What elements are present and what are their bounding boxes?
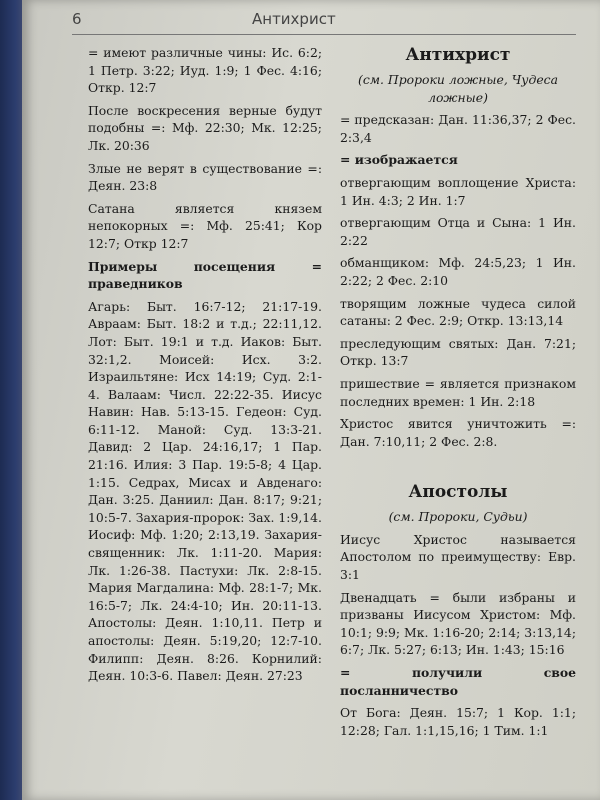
section-subheading: = получили свое посланничество [340, 665, 576, 698]
paragraph: После воскресения верные будут подобны =: Мф. 22:30; Мк. 12:25; Лк. 20:36 [88, 102, 322, 153]
entry-title: Антихрист [405, 45, 511, 65]
section-subheading: Примеры посещения = праведников [88, 258, 322, 292]
cross-reference: (см. Пророки ложные, Чудеса ложные) [357, 72, 558, 105]
entry-apostles [340, 481, 576, 739]
running-title: Антихрист [252, 10, 336, 28]
book-page [22, 0, 600, 800]
paragraph: преследующим святых: Дан. 7:21; Откр. 13:7 [340, 335, 576, 369]
entry-antichrist [340, 44, 576, 450]
section-subheading: = изображается [340, 152, 458, 168]
page-header [72, 6, 576, 34]
header-rule [72, 34, 576, 35]
paragraph: От Бога: Деян. 15:7; 1 Кор. 1:1; 12:28; Гал. 1:1,15,16; 1 Тим. 1:1 [340, 705, 576, 738]
paragraph: Христос явится уничтожить =: Дан. 7:10,11; 2 Фес. 2:8. [340, 416, 576, 449]
paragraph: пришествие = является признаком последних времен: 1 Ин. 2:18 [340, 375, 576, 409]
paragraph: Двенадцать = были избраны и призваны Иисусом Христом: Мф. 10:1; 9:9; Мк. 1:16-20; 2:14; 3:13,14; 6:7; Лк. 5:27; 6:13; Ин. 1:43; 15:16 [340, 589, 576, 658]
paragraph: отвергающим Отца и Сына: 1 Ин. 2:22 [340, 215, 576, 248]
entry-title: Апостолы [408, 482, 508, 503]
page-number: 6 [72, 10, 82, 28]
paragraph: Сатана является князем непокорных =: Мф. 25:41; Кор 12:7; Откр 12:7 [88, 200, 322, 251]
paragraph: Агарь: Быт. 16:7-12; 21:17-19. Авраам: Быт. 18:2 и т.д.; 22:11,12. Лот: Быт. 19:1 и т.д. Иаков: Быт. 32:1,2. Моисей: Исх. 3:2. Израильтяне: Исх 14:19; Суд. 2:1-4. Валаам: Числ. 22:22-35. Иисус Навин: Нав. 5:13-15. Гедеон: Суд. 6:11-12. Маной: Суд. 13:3-21. Давид: 2 Цар. 24:16,17; 1 Пар. 21:16. Илия: 3 Пар. 19:5-8; 4 Цар. 1:15. Седрах, Мисах и Авденаго: Дан. 3:25. Даниил: Дан. 8:17; 9:21; 10:5-7. Захария-пророк: Зах. 1:9,14. Иосиф: Мф. 1:20; 2:13,19. Захария-священник: Лк. 1:11-20. Мария: Лк. 1:26-38. Пастухи: Лк. 2:8-15. Мария Магдалина: Мф. 28:1-7; Мк. 16:5-7; Лк. 24:4-10; Ин. 20:11-13. Апостолы: Деян. 1:10,11. Петр и апостолы: Деян. 5:19,20; 12:7-10. Филипп: Деян. 8:26. Корнилий: Деян. 10:3-6. Павел: Деян. 27:23 [88, 298, 322, 684]
paragraph: Злые не верят в существование =: Деян. 23:8 [88, 160, 322, 194]
paragraph: = предсказан: Дан. 11:36,37; 2 Фес. 2:3,4 [340, 112, 576, 145]
paragraph: Иисус Христос называется Апостолом по преимуществу: Евр. 3:1 [340, 531, 576, 583]
left-column [88, 44, 322, 690]
paragraph: = имеют различные чины: Ис. 6:2; 1 Петр. 3:22; Иуд. 1:9; 1 Фес. 4:16; Откр. 12:7 [88, 45, 322, 96]
paragraph: отвергающим воплощение Христа: 1 Ин. 4:3; 2 Ин. 1:7 [340, 174, 576, 208]
paragraph: обманщиком: Мф. 24:5,23; 1 Ин. 2:22; 2 Фес. 2:10 [340, 255, 576, 288]
right-column [340, 44, 576, 744]
paragraph: творящим ложные чудеса силой сатаны: 2 Фес. 2:9; Откр. 13:13,14 [340, 295, 576, 329]
entry-spacer [340, 455, 576, 481]
cross-reference: (см. Пророки, Судьи) [388, 509, 528, 525]
